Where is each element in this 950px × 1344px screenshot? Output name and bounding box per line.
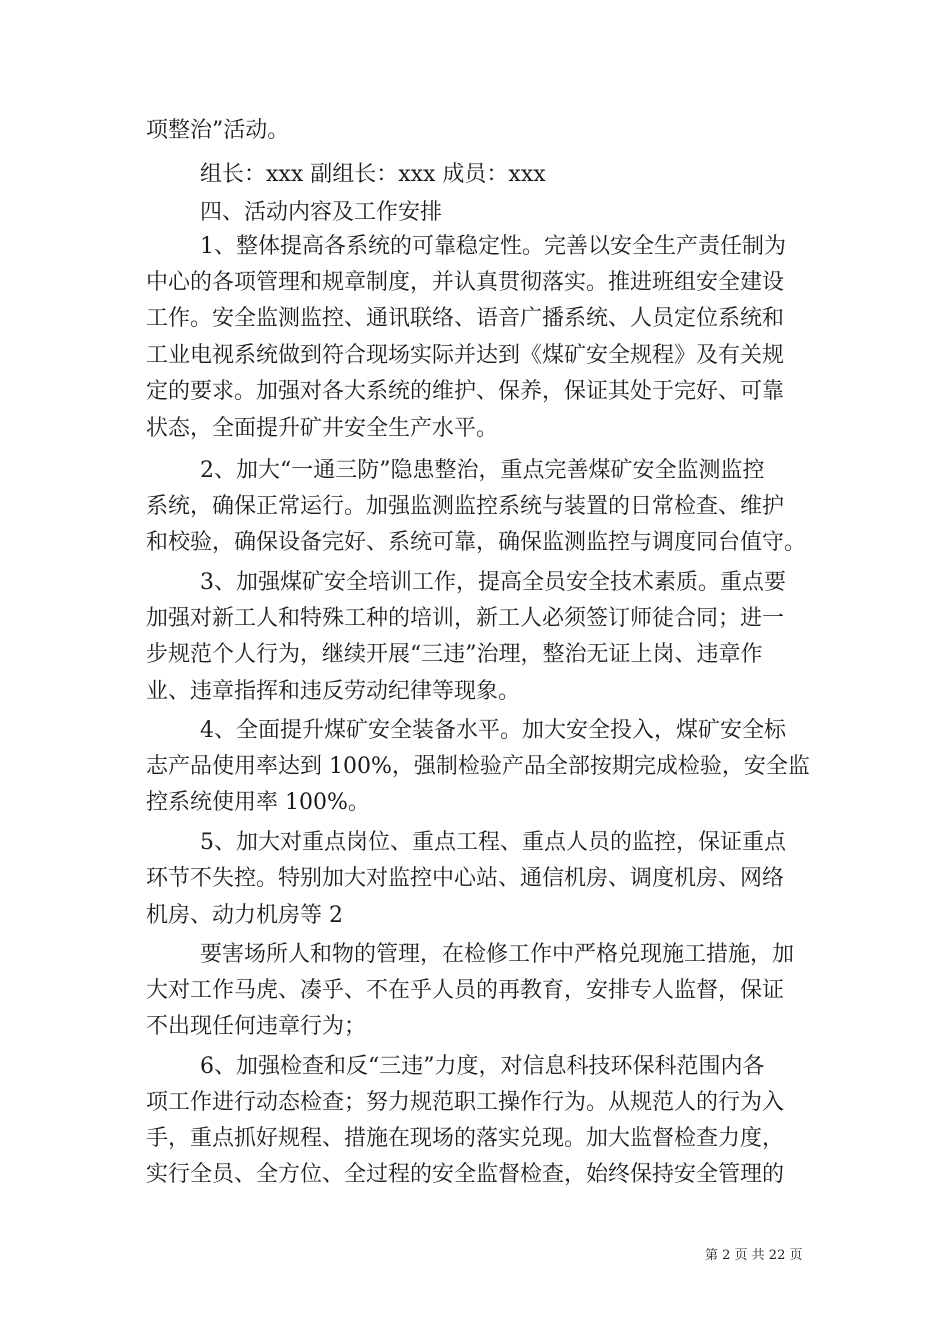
text-line: 项整治”活动。 xyxy=(146,118,290,143)
text-line: 环节不失控。特别加大对监控中心站、通信机房、调度机房、网络 xyxy=(146,866,785,891)
text-line: 6、加强检查和反“三违”力度，对信息科技环保科范围内各 xyxy=(200,1054,765,1079)
text-line: 中心的各项管理和规章制度，并认真贯彻落实。推进班组安全建设 xyxy=(146,270,785,295)
text-line: 项工作进行动态检查；努力规范职工操作行为。从规范人的行为入 xyxy=(146,1090,785,1115)
text-line: 志产品使用率达到 100%，强制检验产品全部按期完成检验，安全监 xyxy=(146,754,810,779)
text-line: 4、全面提升煤矿安全装备水平。加大安全投入，煤矿安全标 xyxy=(200,718,786,743)
text-line: 加强对新工人和特殊工种的培训，新工人必须签订师徒合同；进一 xyxy=(146,606,785,631)
text-line: 5、加大对重点岗位、重点工程、重点人员的监控，保证重点 xyxy=(200,830,786,855)
section-heading: 四、活动内容及工作安排 xyxy=(200,200,443,225)
text-line: 2、加大“一通三防”隐患整治，重点完善煤矿安全监测监控 xyxy=(200,458,765,483)
text-line: 业、违章指挥和违反劳动纪律等现象。 xyxy=(146,679,521,704)
text-line: 步规范个人行为，继续开展“三违”治理，整治无证上岗、违章作 xyxy=(146,642,763,667)
page-number: 第 2 页 共 22 页 xyxy=(705,1248,803,1263)
text-line: 3、加强煤矿安全培训工作，提高全员安全技术素质。重点要 xyxy=(200,570,786,595)
text-line: 要害场所人和物的管理，在检修工作中严格兑现施工措施，加 xyxy=(200,942,795,967)
text-line: 状态，全面提升矿井安全生产水平。 xyxy=(146,416,499,441)
text-line: 系统，确保正常运行。加强监测监控系统与装置的日常检查、维护 xyxy=(146,494,785,519)
text-line: 工作。安全监测监控、通讯联络、语音广播系统、人员定位系统和 xyxy=(146,306,785,331)
text-line: 工业电视系统做到符合现场实际并达到《煤矿安全规程》及有关规 xyxy=(146,343,785,368)
text-line: 控系统使用率 100%。 xyxy=(146,790,370,815)
text-line: 手，重点抓好规程、措施在现场的落实兑现。加大监督检查力度， xyxy=(146,1126,785,1151)
text-line: 定的要求。加强对各大系统的维护、保养，保证其处于完好、可靠 xyxy=(146,379,785,404)
text-line: 组长：xxx 副组长：xxx 成员：xxx xyxy=(200,162,546,187)
text-line: 不出现任何违章行为； xyxy=(146,1014,367,1039)
text-line: 实行全员、全方位、全过程的安全监督检查，始终保持安全管理的 xyxy=(146,1162,785,1187)
text-line: 机房、动力机房等 2 xyxy=(146,903,343,928)
text-line: 和校验，确保设备完好、系统可靠，确保监测监控与调度同台值守。 xyxy=(146,530,807,555)
text-line: 1、整体提高各系统的可靠稳定性。完善以安全生产责任制为 xyxy=(200,234,786,259)
text-line: 大对工作马虎、凑乎、不在乎人员的再教育，安排专人监督，保证 xyxy=(146,978,785,1003)
